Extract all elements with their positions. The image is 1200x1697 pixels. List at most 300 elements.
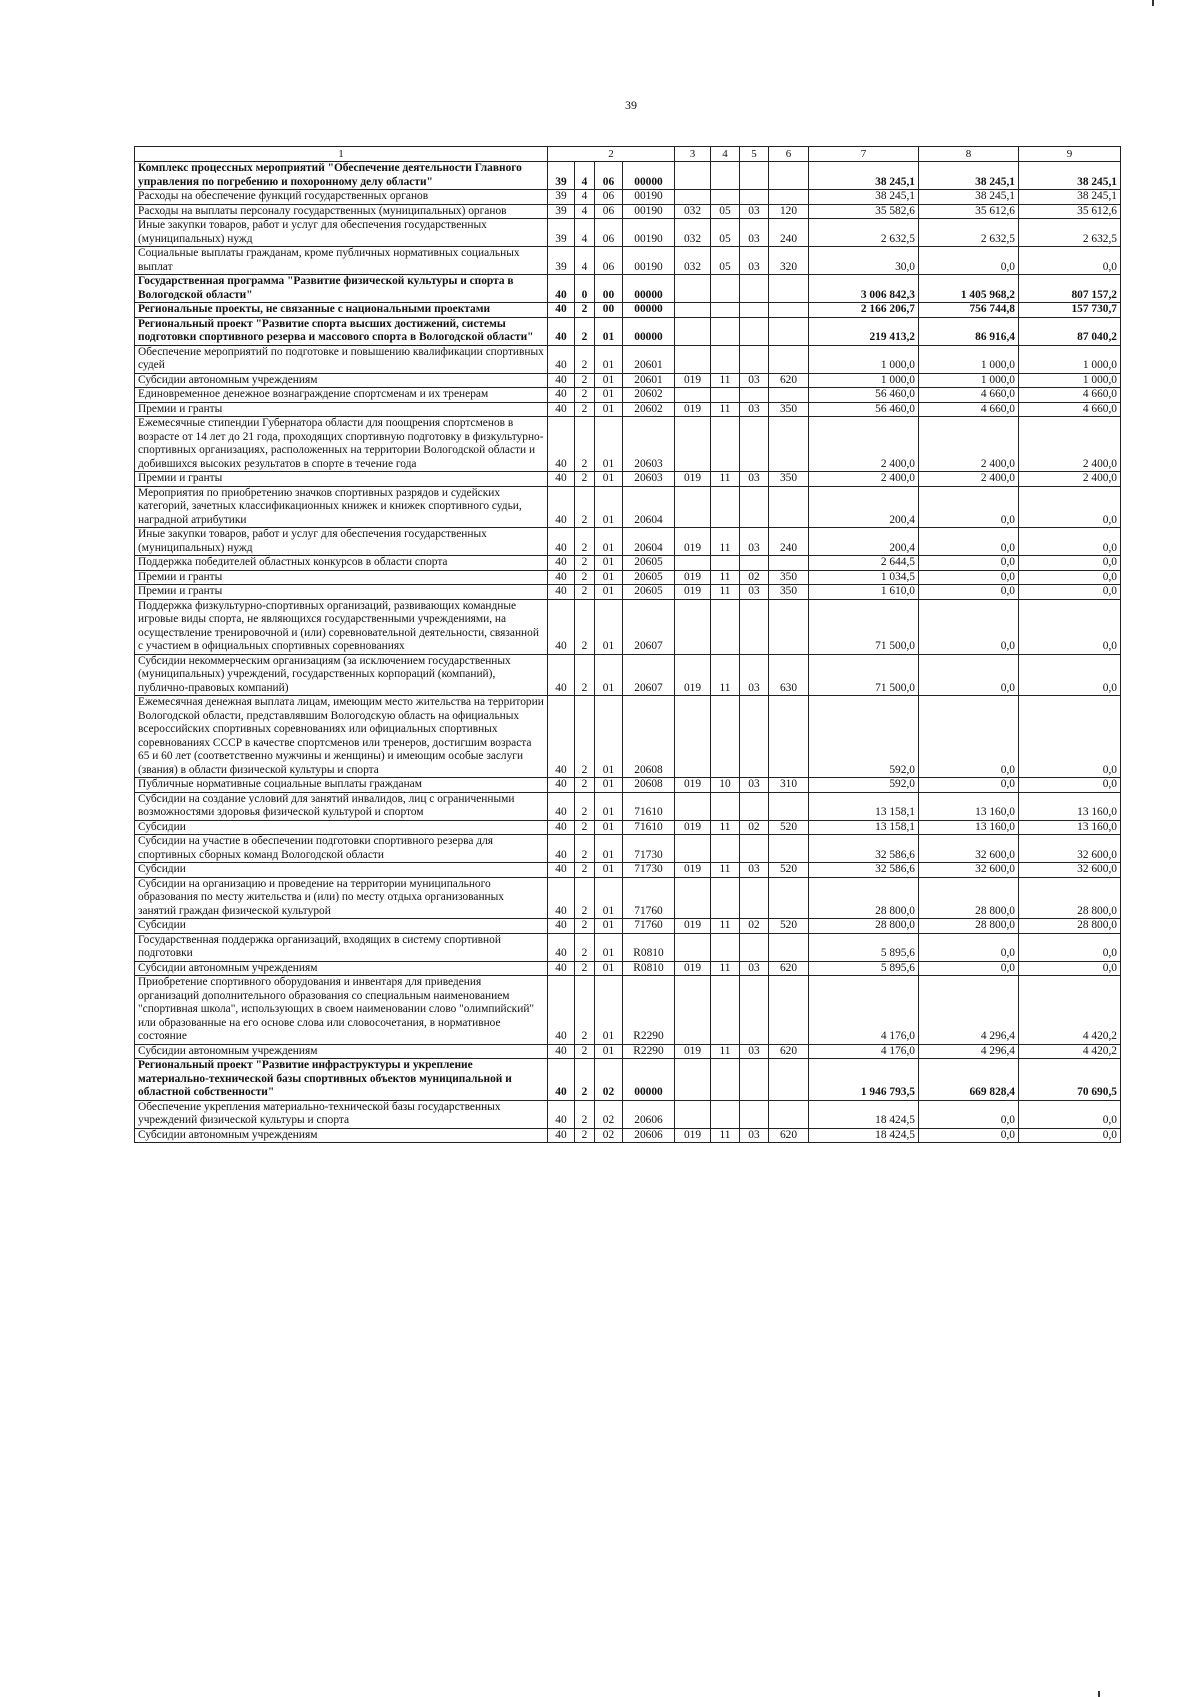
amount-col-7: 1 000,0 [809, 373, 919, 388]
subprogram-code: 2 [575, 1100, 595, 1128]
section-code [711, 1100, 740, 1128]
amount-col-8: 4 660,0 [919, 402, 1019, 417]
direction-code: 20605 [623, 556, 675, 571]
subsection-code: 03 [740, 1044, 769, 1059]
amount-col-9: 4 420,2 [1019, 976, 1121, 1045]
section-code: 11 [711, 570, 740, 585]
grbs-code [675, 696, 711, 778]
subsection-code [740, 190, 769, 205]
program-code: 40 [548, 654, 575, 696]
grbs-code: 019 [675, 570, 711, 585]
subsection-code [740, 835, 769, 863]
program-code: 39 [548, 190, 575, 205]
section-code [711, 556, 740, 571]
subsection-code: 02 [740, 820, 769, 835]
amount-col-8: 32 600,0 [919, 863, 1019, 878]
subprogram-code: 4 [575, 162, 595, 190]
expense-type-code: 240 [769, 528, 809, 556]
amount-col-7: 592,0 [809, 778, 919, 793]
amount-col-9: 807 157,2 [1019, 275, 1121, 303]
row-name: Обеспечение укрепления материально-технической базы государственных учреждений физической культуры и спорта [135, 1100, 548, 1128]
amount-col-7: 4 176,0 [809, 1044, 919, 1059]
amount-col-8: 0,0 [919, 933, 1019, 961]
row-name: Субсидии [135, 919, 548, 934]
row-name: Субсидии автономным учреждениям [135, 961, 548, 976]
row-name: Государственная поддержка организаций, входящих в систему спортивной подготовки [135, 933, 548, 961]
grbs-code [675, 303, 711, 318]
expense-type-code [769, 599, 809, 654]
program-code: 40 [548, 933, 575, 961]
amount-col-9: 1 000,0 [1019, 345, 1121, 373]
grbs-code [675, 345, 711, 373]
amount-col-8: 0,0 [919, 778, 1019, 793]
expense-type-code: 350 [769, 570, 809, 585]
budget-table [134, 146, 1121, 1143]
amount-col-8: 669 828,4 [919, 1059, 1019, 1101]
direction-code: 71760 [623, 919, 675, 934]
table-row [135, 820, 1121, 835]
subsection-code [740, 696, 769, 778]
header-col-9: 9 [1019, 147, 1121, 162]
subprogram-code: 2 [575, 528, 595, 556]
grbs-code: 019 [675, 778, 711, 793]
program-code: 40 [548, 317, 575, 345]
row-name: Субсидии автономным учреждениям [135, 373, 548, 388]
table-row [135, 1044, 1121, 1059]
row-name: Премии и гранты [135, 402, 548, 417]
element-code: 01 [595, 654, 623, 696]
element-code: 01 [595, 317, 623, 345]
subsection-code [740, 275, 769, 303]
direction-code: 20605 [623, 585, 675, 600]
expense-type-code: 520 [769, 919, 809, 934]
direction-code: 00190 [623, 190, 675, 205]
section-code [711, 317, 740, 345]
table-row [135, 402, 1121, 417]
section-code [711, 190, 740, 205]
amount-col-8: 756 744,8 [919, 303, 1019, 318]
expense-type-code [769, 877, 809, 919]
direction-code: R0810 [623, 933, 675, 961]
subprogram-code: 2 [575, 472, 595, 487]
section-code: 11 [711, 1128, 740, 1143]
grbs-code [675, 275, 711, 303]
amount-col-7: 28 800,0 [809, 877, 919, 919]
section-code [711, 1059, 740, 1101]
program-code: 40 [548, 345, 575, 373]
table-row [135, 528, 1121, 556]
amount-col-8: 0,0 [919, 556, 1019, 571]
element-code: 01 [595, 585, 623, 600]
amount-col-9: 0,0 [1019, 599, 1121, 654]
grbs-code: 019 [675, 585, 711, 600]
program-code: 40 [548, 570, 575, 585]
subprogram-code: 0 [575, 275, 595, 303]
amount-col-8: 86 916,4 [919, 317, 1019, 345]
amount-col-8: 0,0 [919, 247, 1019, 275]
table-row [135, 599, 1121, 654]
subsection-code [740, 933, 769, 961]
program-code: 40 [548, 778, 575, 793]
subsection-code [740, 599, 769, 654]
grbs-code [675, 976, 711, 1045]
grbs-code [675, 1059, 711, 1101]
expense-type-code: 620 [769, 1044, 809, 1059]
subsection-code: 03 [740, 247, 769, 275]
amount-col-9: 0,0 [1019, 696, 1121, 778]
subprogram-code: 2 [575, 696, 595, 778]
expense-type-code [769, 190, 809, 205]
section-code: 11 [711, 919, 740, 934]
subsection-code [740, 388, 769, 403]
element-code: 01 [595, 877, 623, 919]
amount-col-7: 2 632,5 [809, 219, 919, 247]
grbs-code [675, 417, 711, 472]
element-code: 01 [595, 486, 623, 528]
header-col-4: 4 [711, 147, 740, 162]
table-row [135, 585, 1121, 600]
amount-col-7: 71 500,0 [809, 599, 919, 654]
expense-type-code [769, 556, 809, 571]
subsection-code [740, 556, 769, 571]
element-code: 06 [595, 162, 623, 190]
expense-type-code [769, 162, 809, 190]
amount-col-7: 28 800,0 [809, 919, 919, 934]
amount-col-9: 0,0 [1019, 570, 1121, 585]
subprogram-code: 2 [575, 556, 595, 571]
table-row [135, 835, 1121, 863]
amount-col-7: 56 460,0 [809, 388, 919, 403]
subsection-code [740, 877, 769, 919]
amount-col-9: 70 690,5 [1019, 1059, 1121, 1101]
amount-col-7: 5 895,6 [809, 961, 919, 976]
amount-col-7: 1 610,0 [809, 585, 919, 600]
subsection-code [740, 792, 769, 820]
direction-code: 20608 [623, 778, 675, 793]
expense-type-code: 350 [769, 585, 809, 600]
element-code: 01 [595, 1044, 623, 1059]
grbs-code: 019 [675, 654, 711, 696]
subsection-code: 02 [740, 570, 769, 585]
element-code: 01 [595, 792, 623, 820]
row-name: Государственная программа "Развитие физической культуры и спорта в Вологодской области" [135, 275, 548, 303]
row-name: Субсидии автономным учреждениям [135, 1044, 548, 1059]
element-code: 01 [595, 528, 623, 556]
expense-type-code: 320 [769, 247, 809, 275]
element-code: 06 [595, 190, 623, 205]
row-name: Единовременное денежное вознаграждение спортсменам и их тренерам [135, 388, 548, 403]
row-name: Иные закупки товаров, работ и услуг для обеспечения государственных (муниципальных) нужд [135, 528, 548, 556]
section-code [711, 417, 740, 472]
subsection-code: 03 [740, 1128, 769, 1143]
header-col-6: 6 [769, 147, 809, 162]
direction-code: 20601 [623, 345, 675, 373]
element-code: 06 [595, 204, 623, 219]
direction-code: 71610 [623, 820, 675, 835]
subprogram-code: 2 [575, 877, 595, 919]
grbs-code: 019 [675, 919, 711, 934]
subsection-code: 03 [740, 204, 769, 219]
amount-col-9: 1 000,0 [1019, 373, 1121, 388]
subprogram-code: 4 [575, 204, 595, 219]
subsection-code [740, 486, 769, 528]
amount-col-8: 2 400,0 [919, 417, 1019, 472]
element-code: 01 [595, 417, 623, 472]
element-code: 01 [595, 556, 623, 571]
subprogram-code: 2 [575, 863, 595, 878]
table-row [135, 792, 1121, 820]
expense-type-code: 120 [769, 204, 809, 219]
subprogram-code: 2 [575, 1044, 595, 1059]
subprogram-code: 2 [575, 317, 595, 345]
section-code: 11 [711, 820, 740, 835]
table-row [135, 417, 1121, 472]
program-code: 40 [548, 303, 575, 318]
program-code: 39 [548, 162, 575, 190]
amount-col-8: 1 000,0 [919, 373, 1019, 388]
table-row [135, 303, 1121, 318]
grbs-code [675, 877, 711, 919]
table-row [135, 654, 1121, 696]
amount-col-8: 1 405 968,2 [919, 275, 1019, 303]
direction-code: R2290 [623, 1044, 675, 1059]
expense-type-code [769, 1059, 809, 1101]
subprogram-code: 2 [575, 792, 595, 820]
table-row [135, 919, 1121, 934]
table-row [135, 556, 1121, 571]
amount-col-9: 87 040,2 [1019, 317, 1121, 345]
element-code: 01 [595, 373, 623, 388]
expense-type-code: 620 [769, 961, 809, 976]
amount-col-9: 0,0 [1019, 585, 1121, 600]
amount-col-9: 32 600,0 [1019, 863, 1121, 878]
amount-col-8: 0,0 [919, 599, 1019, 654]
amount-col-8: 4 660,0 [919, 388, 1019, 403]
subprogram-code: 2 [575, 486, 595, 528]
amount-col-9: 0,0 [1019, 654, 1121, 696]
table-row [135, 190, 1121, 205]
subsection-code: 03 [740, 402, 769, 417]
subprogram-code: 2 [575, 1128, 595, 1143]
row-name: Иные закупки товаров, работ и услуг для обеспечения государственных (муниципальных) нужд [135, 219, 548, 247]
expense-type-code [769, 317, 809, 345]
amount-col-9: 0,0 [1019, 247, 1121, 275]
direction-code: 00000 [623, 1059, 675, 1101]
header-col-5: 5 [740, 147, 769, 162]
section-code: 11 [711, 402, 740, 417]
amount-col-8: 38 245,1 [919, 190, 1019, 205]
amount-col-7: 32 586,6 [809, 835, 919, 863]
section-code: 11 [711, 373, 740, 388]
element-code: 01 [595, 570, 623, 585]
amount-col-9: 13 160,0 [1019, 792, 1121, 820]
element-code: 01 [595, 696, 623, 778]
program-code: 40 [548, 528, 575, 556]
amount-col-9: 0,0 [1019, 1100, 1121, 1128]
amount-col-8: 0,0 [919, 696, 1019, 778]
amount-col-8: 0,0 [919, 654, 1019, 696]
scan-mark-bottom [1098, 1691, 1100, 1697]
subsection-code [740, 417, 769, 472]
program-code: 40 [548, 1059, 575, 1101]
header-col-7: 7 [809, 147, 919, 162]
amount-col-7: 35 582,6 [809, 204, 919, 219]
program-code: 40 [548, 961, 575, 976]
expense-type-code [769, 792, 809, 820]
subsection-code [740, 345, 769, 373]
amount-col-9: 2 400,0 [1019, 417, 1121, 472]
program-code: 40 [548, 275, 575, 303]
section-code: 11 [711, 654, 740, 696]
expense-type-code [769, 417, 809, 472]
section-code [711, 486, 740, 528]
expense-type-code [769, 388, 809, 403]
expense-type-code: 630 [769, 654, 809, 696]
subsection-code: 03 [740, 654, 769, 696]
grbs-code: 032 [675, 204, 711, 219]
amount-col-9: 0,0 [1019, 933, 1121, 961]
amount-col-9: 4 420,2 [1019, 1044, 1121, 1059]
grbs-code [675, 933, 711, 961]
row-name: Приобретение спортивного оборудования и инвентаря для приведения организаций дополнительного образования со специальным наименованием "спортивная школа", использующих в своем наименовании слово "олимпийский" или образованные на его основе слова или словосочетания, в нормативное состояние [135, 976, 548, 1045]
amount-col-7: 3 006 842,3 [809, 275, 919, 303]
amount-col-8: 4 296,4 [919, 976, 1019, 1045]
program-code: 40 [548, 919, 575, 934]
section-code: 11 [711, 961, 740, 976]
row-name: Мероприятия по приобретению значков спортивных разрядов и судейских категорий, зачетных классификационных книжек и книжек спортивного судьи, наградной атрибутики [135, 486, 548, 528]
direction-code: 00000 [623, 162, 675, 190]
direction-code: 71610 [623, 792, 675, 820]
section-code: 10 [711, 778, 740, 793]
subprogram-code: 2 [575, 402, 595, 417]
row-name: Расходы на обеспечение функций государственных органов [135, 190, 548, 205]
direction-code: 71760 [623, 877, 675, 919]
element-code: 02 [595, 1128, 623, 1143]
grbs-code [675, 317, 711, 345]
element-code: 02 [595, 1059, 623, 1101]
program-code: 40 [548, 792, 575, 820]
subprogram-code: 2 [575, 654, 595, 696]
table-row [135, 204, 1121, 219]
subsection-code: 03 [740, 863, 769, 878]
expense-type-code: 350 [769, 402, 809, 417]
grbs-code: 019 [675, 1128, 711, 1143]
section-code: 05 [711, 219, 740, 247]
expense-type-code: 240 [769, 219, 809, 247]
direction-code: 00000 [623, 275, 675, 303]
section-code [711, 388, 740, 403]
amount-col-8: 0,0 [919, 1128, 1019, 1143]
grbs-code: 019 [675, 373, 711, 388]
expense-type-code: 520 [769, 863, 809, 878]
amount-col-9: 0,0 [1019, 528, 1121, 556]
expense-type-code [769, 976, 809, 1045]
direction-code: 20606 [623, 1128, 675, 1143]
grbs-code: 019 [675, 863, 711, 878]
direction-code: 20607 [623, 654, 675, 696]
subsection-code: 03 [740, 373, 769, 388]
amount-col-7: 38 245,1 [809, 190, 919, 205]
table-row [135, 275, 1121, 303]
subprogram-code: 2 [575, 919, 595, 934]
amount-col-8: 35 612,6 [919, 204, 1019, 219]
program-code: 40 [548, 820, 575, 835]
expense-type-code: 520 [769, 820, 809, 835]
amount-col-8: 0,0 [919, 486, 1019, 528]
subsection-code: 02 [740, 919, 769, 934]
expense-type-code [769, 275, 809, 303]
amount-col-9: 32 600,0 [1019, 835, 1121, 863]
element-code: 01 [595, 933, 623, 961]
element-code: 01 [595, 388, 623, 403]
amount-col-8: 1 000,0 [919, 345, 1019, 373]
amount-col-7: 592,0 [809, 696, 919, 778]
row-name: Субсидии на участие в обеспечении подготовки спортивного резерва для спортивных сборных команд Вологодской области [135, 835, 548, 863]
row-name: Расходы на выплаты персоналу государственных (муниципальных) органов [135, 204, 548, 219]
page-number: 39 [625, 98, 637, 112]
amount-col-8: 32 600,0 [919, 835, 1019, 863]
direction-code: 71730 [623, 835, 675, 863]
amount-col-7: 200,4 [809, 486, 919, 528]
subprogram-code: 2 [575, 345, 595, 373]
subprogram-code: 2 [575, 835, 595, 863]
subsection-code [740, 162, 769, 190]
table-row [135, 219, 1121, 247]
table-row [135, 976, 1121, 1045]
direction-code: 00190 [623, 247, 675, 275]
amount-col-8: 13 160,0 [919, 820, 1019, 835]
subprogram-code: 2 [575, 303, 595, 318]
grbs-code [675, 1100, 711, 1128]
table-row [135, 317, 1121, 345]
table-row [135, 863, 1121, 878]
amount-col-7: 71 500,0 [809, 654, 919, 696]
subprogram-code: 2 [575, 1059, 595, 1101]
direction-code: 20603 [623, 472, 675, 487]
subsection-code: 03 [740, 219, 769, 247]
program-code: 40 [548, 599, 575, 654]
program-code: 40 [548, 556, 575, 571]
direction-code: 20608 [623, 696, 675, 778]
subprogram-code: 2 [575, 373, 595, 388]
program-code: 39 [548, 219, 575, 247]
expense-type-code: 620 [769, 1128, 809, 1143]
table-row [135, 1128, 1121, 1143]
expense-type-code [769, 696, 809, 778]
subsection-code [740, 976, 769, 1045]
direction-code: 00000 [623, 303, 675, 318]
element-code: 01 [595, 472, 623, 487]
amount-col-8: 4 296,4 [919, 1044, 1019, 1059]
amount-col-8: 28 800,0 [919, 919, 1019, 934]
amount-col-9: 38 245,1 [1019, 190, 1121, 205]
subprogram-code: 2 [575, 976, 595, 1045]
subsection-code: 03 [740, 961, 769, 976]
header-col-8: 8 [919, 147, 1019, 162]
scan-mark-top [1152, 0, 1154, 6]
grbs-code [675, 486, 711, 528]
section-code: 11 [711, 472, 740, 487]
table-row [135, 486, 1121, 528]
table-row [135, 1059, 1121, 1101]
amount-col-9: 2 632,5 [1019, 219, 1121, 247]
amount-col-8: 0,0 [919, 961, 1019, 976]
subsection-code: 03 [740, 528, 769, 556]
amount-col-9: 2 400,0 [1019, 472, 1121, 487]
grbs-code: 032 [675, 219, 711, 247]
amount-col-7: 56 460,0 [809, 402, 919, 417]
grbs-code: 019 [675, 402, 711, 417]
